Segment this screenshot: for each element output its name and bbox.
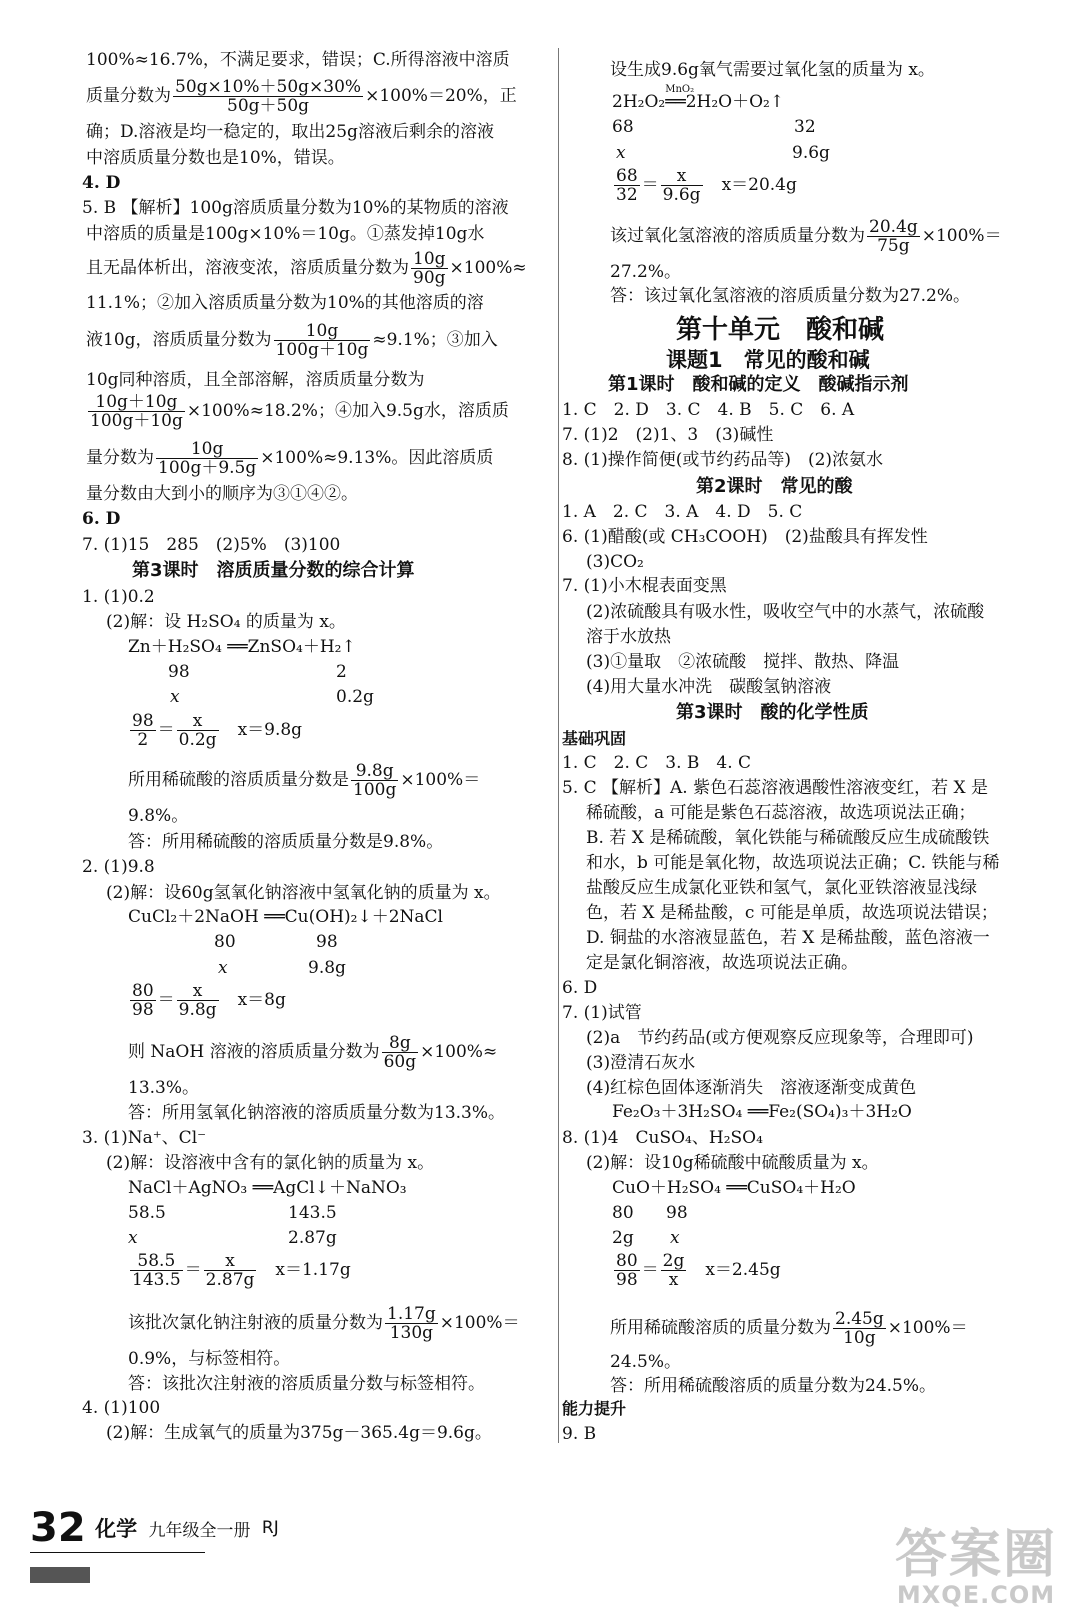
page-footer	[30, 1505, 279, 1551]
numerator: 10g	[156, 440, 258, 459]
text-line: 盐酸反应生成氯化亚铁和氢气，氯化亚铁溶液显浅绿	[586, 878, 977, 898]
fraction	[833, 1310, 886, 1347]
answer-item: 1. C 2. C 3. B 4. C	[562, 753, 752, 773]
answer-statement: 答：所用稀硫酸溶质的质量分数为24.5%。	[610, 1376, 937, 1396]
subject-label: 化学	[95, 1517, 138, 1541]
numerator: 68	[616, 166, 638, 186]
numerator: x	[177, 712, 219, 731]
answer-item: 7. (1)2 (2)1、3 (3)碱性	[562, 425, 774, 445]
text: 该过氧化氢溶液的溶质质量分数为	[610, 226, 865, 246]
value: x	[670, 1228, 680, 1248]
value: 0.2g	[336, 687, 374, 707]
grade-label: 九年级全一册	[148, 1520, 251, 1541]
fraction	[130, 1252, 183, 1289]
text-line: 量分数由大到小的顺序为③①④②。	[86, 484, 358, 504]
text-line: 中溶质质量分数也是10%，错误。	[86, 148, 345, 168]
equation	[612, 84, 785, 112]
value: 58.5	[128, 1203, 166, 1223]
answer-item: 6. D	[82, 509, 121, 529]
text-line	[86, 250, 527, 287]
text-line: B. 若 X 是稀硫酸，氧化铁能与稀硫酸反应生成硫酸铁	[586, 828, 990, 848]
unit-title: 第十单元 酸和碱	[676, 315, 885, 345]
value: x	[616, 143, 626, 163]
fraction	[130, 982, 156, 1019]
result: x＝1.17g	[275, 1260, 351, 1280]
text-line	[128, 762, 480, 799]
column-divider	[558, 48, 559, 1443]
result: x＝20.4g	[721, 175, 797, 195]
section-label: 能力提升	[562, 1399, 627, 1418]
denominator: 0.2g	[178, 730, 217, 750]
text-line: D. 铜盐的水溶液显蓝色，若 X 是稀盐酸，蓝色溶液一	[586, 928, 990, 948]
text-line: 100%≈16.7%，不满足要求，错误；C.所得溶液中溶质	[86, 50, 510, 70]
answer-statement: 答：所用氢氧化钠溶液的溶质质量分数为13.3%。	[128, 1103, 506, 1123]
text: ×100%≈	[420, 1042, 498, 1062]
text-line: (2)解：设 H₂SO₄ 的质量为 x。	[106, 612, 346, 632]
text-line: (2)解：生成氧气的质量为375g－365.4g＝9.6g。	[106, 1423, 492, 1443]
denominator: 98	[616, 1270, 638, 1290]
fraction	[177, 982, 219, 1019]
footer-rule	[30, 1552, 205, 1553]
text: ×100%≈18.2%；④加入9.5g水，溶质质	[186, 401, 509, 421]
answer-item: 8. (1)操作简便(或节约药品等) (2)浓氨水	[562, 450, 884, 470]
text-line	[86, 393, 509, 430]
answer-item: 7. (1)试管	[562, 1003, 642, 1023]
answer-item: 5. C 【解析】A. 紫色石蕊溶液遇酸性溶液变红，若 X 是	[562, 778, 989, 798]
text-line	[86, 322, 498, 359]
text-line: 溶于水放热	[586, 627, 671, 647]
numerator: 58.5	[130, 1252, 183, 1271]
answer-statement: 答：该批次注射液的溶质质量分数与标签相符。	[128, 1374, 485, 1394]
numerator: x	[661, 167, 703, 186]
denominator: 100g＋10g	[275, 340, 369, 360]
text-line: 0.9%，与标签相符。	[128, 1349, 291, 1369]
text: 且无晶体析出，溶液变浓，溶质质量分数为	[86, 258, 409, 278]
fraction	[351, 762, 398, 799]
denominator: 75g	[877, 236, 910, 256]
denominator: 143.5	[132, 1270, 181, 1290]
denominator: x	[668, 1270, 679, 1290]
text-line: 9.8%。	[128, 806, 189, 826]
numerator: 50g×10%＋50g×30%	[175, 77, 362, 97]
numerator: 20.4g	[869, 217, 918, 237]
text: 液10g，溶质质量分数为	[86, 330, 272, 350]
value: 98	[666, 1203, 688, 1223]
text: 2H₂O₂	[612, 92, 666, 112]
text: 所用稀硫酸溶质的质量分数为	[610, 1318, 831, 1338]
numerator: 10g＋10g	[88, 393, 185, 412]
watermark-logo	[895, 1512, 1057, 1609]
denominator: 2.87g	[205, 1270, 255, 1290]
text-line: 色，若 X 是稀盐酸，c 可能是单质，故选项说法错误；	[586, 903, 998, 923]
edition-label: RJ	[261, 1518, 279, 1538]
topic-title: 课题1 常见的酸和碱	[666, 348, 870, 372]
value: 80	[214, 932, 236, 952]
fraction	[177, 712, 219, 749]
value: 9.6g	[792, 143, 830, 163]
equation: NaCl＋AgNO₃ ══AgCl↓＋NaNO₃	[128, 1178, 407, 1198]
text-line: (2)解：设60g氢氧化钠溶液中氢氧化钠的质量为 x。	[106, 883, 501, 903]
value: 32	[794, 117, 816, 137]
watermark-url: MXQE.COM	[896, 1581, 1056, 1609]
numerator: 2.45g	[835, 1309, 884, 1329]
text: ×100%＝	[921, 226, 1002, 246]
fraction	[661, 1252, 687, 1289]
value: 2.87g	[288, 1228, 337, 1248]
numerator: 1.17g	[387, 1304, 436, 1324]
text-line: (4)用大量水冲洗 碳酸氢钠溶液	[586, 677, 832, 697]
text: 量分数为	[86, 448, 154, 468]
text-line: (2)解：设10g稀硫酸中硫酸质量为 x。	[586, 1153, 879, 1173]
value: 143.5	[288, 1203, 337, 1223]
text-line: 11.1%；②加入溶质质量分数为10%的其他溶质的溶	[86, 293, 484, 313]
text: 2H₂O＋O₂↑	[685, 92, 785, 112]
proportion: $\frac{80}{98}$ ＝ $\frac{x}{9.8g}$ x＝8g	[132, 981, 286, 1020]
text: ≈9.1%；③加入	[372, 330, 498, 350]
proportion: $\frac{98}{2}$ ＝ $\frac{x}{0.2g}$ x＝9.8g	[132, 711, 303, 750]
result: x＝2.45g	[705, 1260, 781, 1280]
numerator: 80	[616, 1251, 638, 1271]
text-line: (3)①量取 ②浓硫酸 搅拌、散热、降温	[586, 652, 900, 672]
text: ×100%＝20%，正	[365, 86, 517, 106]
equation: Fe₂O₃＋3H₂SO₄ ══Fe₂(SO₄)₃＋3H₂O	[612, 1102, 912, 1122]
text-line	[128, 1305, 520, 1342]
answer-item: 4. (1)100	[82, 1398, 161, 1418]
denominator: 10g	[843, 1328, 876, 1348]
numerator: x	[177, 982, 219, 1001]
text: ══	[665, 92, 686, 112]
reaction-arrow	[665, 84, 695, 112]
proportion: $\frac{68}{32}$ ＝ $\frac{x}{9.6g}$ x＝20.4g	[616, 166, 797, 205]
denominator: 100g＋10g	[90, 411, 183, 431]
text-line	[128, 1034, 497, 1071]
value: 2	[336, 662, 347, 682]
text-line	[86, 440, 493, 477]
text: 质量分数为	[86, 86, 171, 106]
numerator: 10g	[274, 322, 371, 341]
fraction	[614, 167, 640, 204]
fraction	[156, 440, 258, 477]
answer-item: 4. D	[82, 173, 121, 193]
answer-item: 3. (1)Na⁺、Cl⁻	[82, 1128, 207, 1148]
answer-item: 6. D	[562, 978, 598, 998]
lesson-heading: 第3课时 溶质质量分数的综合计算	[132, 560, 415, 581]
denominator: 50g＋50g	[227, 96, 310, 116]
text-line: 和水，b 可能是氧化物，故选项说法正确；C. 铁能与稀	[586, 853, 1000, 873]
answer-item: 2. (1)9.8	[82, 857, 155, 877]
text-line: 稀硫酸，a 可能是紫色石蕊溶液，故选项说法正确；	[586, 803, 976, 823]
denominator: 90g	[413, 268, 446, 288]
fraction	[274, 322, 371, 359]
value: 9.8g	[308, 958, 346, 978]
text-line: (2)浓硫酸具有吸水性，吸收空气中的水蒸气，浓硫酸	[586, 602, 985, 622]
fraction	[204, 1252, 257, 1289]
text-line: (2)a 节约药品(或方便观察反应现象等，合理即可)	[586, 1028, 974, 1048]
text-line: 中溶质的质量是100g×10%＝10g。①蒸发掉10g水	[86, 224, 485, 244]
fraction	[661, 167, 703, 204]
text-line: 10g同种溶质，且全部溶解，溶质质量分数为	[86, 370, 425, 390]
answer-item: 5. B 【解析】100g溶质质量分数为10%的某物质的溶液	[82, 198, 509, 218]
numerator: 2g	[662, 1251, 685, 1271]
text: ×100%＝	[400, 770, 481, 790]
value: x	[218, 958, 228, 978]
value: 2g	[612, 1228, 634, 1248]
text: 所用稀硫酸的溶质质量分数是	[128, 770, 349, 790]
section-label: 基础巩固	[562, 729, 627, 748]
result: x＝9.8g	[237, 720, 303, 740]
numerator: 8g	[382, 1034, 419, 1053]
text-line: 24.5%。	[610, 1352, 682, 1372]
fraction	[173, 78, 363, 115]
answer-item: 1. C 2. D 3. C 4. B 5. C 6. A	[562, 400, 855, 420]
equation: Zn＋H₂SO₄ ══ZnSO₄＋H₂↑	[128, 637, 356, 657]
denominator: 32	[616, 185, 638, 205]
denominator: 100g＋9.5g	[158, 458, 257, 478]
lesson-heading: 第2课时 常见的酸	[696, 476, 853, 497]
answer-item: 1. (1)0.2	[82, 587, 155, 607]
proportion: $\frac{80}{98}$ ＝ $\frac{2g}{x}$ x＝2.45g	[616, 1251, 781, 1290]
text-line: 设生成9.6g氧气需要过氧化氢的质量为 x。	[610, 60, 935, 80]
result: x＝8g	[237, 990, 286, 1010]
proportion: $\frac{58.5}{143.5}$ ＝ $\frac{x}{2.87g}$ x＝1.17g	[132, 1251, 351, 1290]
value: 80	[612, 1203, 634, 1223]
page-number: 32	[30, 1505, 86, 1551]
answer-item: 9. B	[562, 1424, 597, 1444]
text: 该批次氯化钠注射液的质量分数为	[128, 1313, 383, 1333]
text-line: (2)解：设溶液中含有的氯化钠的质量为 x。	[106, 1153, 435, 1173]
text-line: (4)红棕色固体逐渐消失 溶液逐渐变成黄色	[586, 1078, 917, 1098]
numerator: 10g	[413, 249, 446, 269]
text: ×100%≈	[449, 258, 527, 278]
numerator: 80	[132, 981, 154, 1001]
denominator: 2	[137, 730, 149, 750]
denominator: 9.8g	[178, 1000, 217, 1020]
text-line	[86, 78, 517, 115]
numerator: x	[204, 1252, 257, 1271]
numerator: 9.8g	[351, 762, 398, 781]
footer-bar	[30, 1567, 90, 1583]
fraction	[411, 250, 448, 287]
catalyst: MnO₂	[665, 84, 695, 95]
denominator: 9.6g	[662, 185, 701, 205]
text: ×100%＝	[439, 1313, 520, 1333]
denominator: 130g	[389, 1323, 434, 1343]
answer-item: 1. A 2. C 3. A 4. D 5. C	[562, 502, 803, 522]
text-line: 确；D.溶液是均一稳定的，取出25g溶液后剩余的溶液	[86, 122, 494, 142]
answer-statement: 答：该过氧化氢溶液的溶质质量分数为27.2%。	[610, 286, 971, 306]
equation: CuCl₂＋2NaOH ══Cu(OH)₂↓＋2NaCl	[128, 907, 443, 927]
answer-item: 7. (1)15 285 (2)5% (3)100	[82, 535, 341, 555]
watermark-text: 答案圈	[895, 1525, 1058, 1585]
answer-item: 6. (1)醋酸(或 CH₃COOH) (2)盐酸具有挥发性	[562, 527, 928, 547]
denominator: 100g	[353, 780, 397, 800]
text-line: (3)CO₂	[586, 552, 644, 572]
value: x	[128, 1228, 138, 1248]
text: ×100%＝	[887, 1318, 968, 1338]
denominator: 60g	[383, 1052, 417, 1072]
text: 则 NaOH 溶液的溶质质量分数为	[128, 1042, 380, 1062]
value: 68	[612, 117, 634, 137]
text-line: (3)澄清石灰水	[586, 1053, 696, 1073]
answer-item: 8. (1)4 CuSO₄、H₂SO₄	[562, 1128, 763, 1148]
lesson-heading: 第1课时 酸和碱的定义 酸碱指示剂	[608, 374, 909, 395]
fraction	[382, 1034, 419, 1071]
value: 98	[316, 932, 338, 952]
numerator: 98	[132, 711, 154, 731]
denominator: 98	[132, 1000, 154, 1020]
value: x	[170, 687, 180, 707]
answer-item: 7. (1)小木棍表面变黑	[562, 576, 727, 596]
fraction	[614, 1252, 640, 1289]
fraction	[385, 1305, 438, 1342]
fraction	[130, 712, 156, 749]
lesson-heading: 第3课时 酸的化学性质	[676, 702, 869, 723]
fraction	[867, 218, 920, 255]
answer-statement: 答：所用稀硫酸的溶质质量分数是9.8%。	[128, 832, 444, 852]
text-line: 定是氯化铜溶液，故选项说法正确。	[586, 953, 858, 973]
text-line: 13.3%。	[128, 1078, 200, 1098]
value: 98	[168, 662, 190, 682]
text-line: 27.2%。	[610, 262, 682, 282]
text: ×100%≈9.13%。因此溶质质	[260, 448, 494, 468]
fraction	[88, 393, 185, 430]
equation: CuO＋H₂SO₄ ══CuSO₄＋H₂O	[612, 1178, 856, 1198]
text-line	[610, 1310, 968, 1347]
text-line	[610, 218, 1002, 255]
